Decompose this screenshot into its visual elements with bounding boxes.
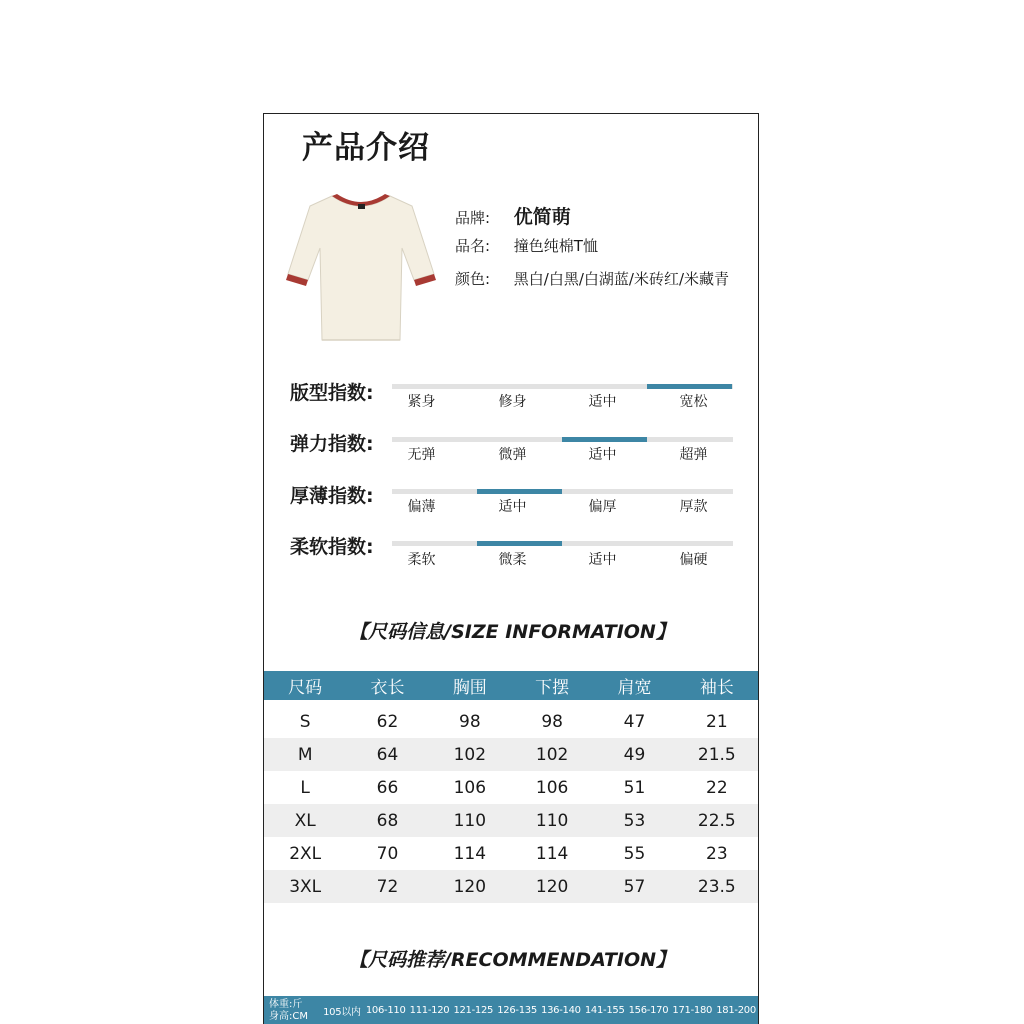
table-cell: 62: [376, 712, 399, 732]
table-cell: 21.5: [676, 738, 758, 771]
scale-segment: [477, 437, 562, 442]
table-row: [264, 837, 758, 870]
stretch-option: 超弹: [679, 447, 708, 463]
scale-segment: [647, 489, 732, 494]
table-cell: 120: [429, 870, 511, 903]
softness-index-label: 柔软指数:: [290, 536, 374, 558]
thickness-option: 偏厚: [588, 499, 617, 515]
table-cell: 68: [346, 804, 428, 837]
table-cell: 106: [535, 777, 569, 798]
table-cell: 102: [511, 738, 593, 771]
brand-label: 品牌:: [455, 209, 491, 227]
weight-label: 体重:斤: [269, 998, 303, 1010]
softness-option: 偏硬: [679, 552, 708, 568]
page-title: 产品介绍: [302, 130, 430, 166]
table-cell: S: [299, 712, 311, 732]
table-row: [264, 771, 758, 804]
table-cell: 23: [706, 843, 728, 864]
table-cell: 49: [593, 738, 675, 771]
table-cell: 51: [623, 777, 646, 798]
size-table-header-row: [264, 671, 758, 700]
table-cell: L: [300, 777, 310, 798]
height-label: 身高:CM: [269, 1010, 308, 1022]
column-header: 袖长: [676, 671, 758, 700]
fit-option: 紧身: [407, 394, 436, 410]
table-cell: 3XL: [264, 870, 346, 903]
table-cell: 110: [429, 804, 511, 837]
scale-segment: [647, 437, 732, 442]
scale-segment-active: [647, 384, 732, 389]
thickness-index-label: 厚薄指数:: [290, 485, 374, 507]
stretch-index-label: 弹力指数:: [290, 433, 374, 455]
weight-range: 121-125: [453, 1005, 494, 1016]
fit-index-scale: [392, 384, 733, 389]
thickness-option: 厚款: [679, 499, 708, 515]
table-cell: 98: [541, 712, 563, 732]
name-label: 品名:: [455, 237, 491, 255]
column-header: 尺码: [264, 671, 346, 700]
thickness-index-scale: [392, 489, 733, 494]
scale-segment: [562, 541, 647, 546]
fit-option: 宽松: [679, 394, 708, 410]
softness-option: 柔软: [407, 552, 436, 568]
table-cell: 53: [593, 804, 675, 837]
column-header: 下摆: [511, 671, 593, 700]
table-cell: 98: [459, 712, 481, 732]
color-label: 颜色:: [455, 270, 491, 288]
thickness-option: 适中: [498, 499, 527, 515]
weight-range: 156-170: [628, 1005, 669, 1016]
scale-segment: [562, 384, 647, 389]
table-cell: M: [264, 738, 346, 771]
scale-segment: [392, 541, 477, 546]
brand-value: 优简萌: [513, 206, 571, 228]
fit-option: 修身: [498, 394, 527, 410]
table-cell: XL: [264, 804, 346, 837]
stretch-option: 适中: [588, 447, 617, 463]
column-header: 胸围: [429, 671, 511, 700]
weight-range: 141-155: [584, 1005, 625, 1016]
table-cell: 2XL: [289, 843, 322, 864]
softness-option: 适中: [588, 552, 617, 568]
table-cell: 21: [706, 712, 728, 732]
scale-segment: [647, 541, 732, 546]
weight-range: 181-200: [716, 1005, 756, 1016]
table-row: [264, 738, 758, 771]
stretch-option: 微弹: [498, 447, 527, 463]
table-cell: 47: [623, 712, 646, 732]
scale-segment-active: [562, 437, 647, 442]
column-header: 衣长: [346, 671, 428, 700]
column-header: 肩宽: [593, 671, 675, 700]
weight-range: 106-110: [365, 1005, 406, 1016]
scale-segment-active: [477, 541, 562, 546]
table-cell: 70: [376, 843, 399, 864]
stretch-option: 无弹: [407, 447, 436, 463]
weight-range: 136-140: [541, 1005, 581, 1016]
fit-index-label: 版型指数:: [290, 382, 374, 404]
softness-option: 微柔: [498, 552, 527, 568]
size-info-heading: 【尺码信息/SIZE INFORMATION】: [349, 621, 675, 643]
weight-range: 105以内: [323, 1007, 361, 1018]
scale-segment: [392, 437, 477, 442]
scale-segment-active: [477, 489, 562, 494]
table-cell: 57: [593, 870, 675, 903]
table-row: [264, 870, 758, 903]
table-cell: 114: [535, 843, 569, 864]
recommendation-row-header: [264, 999, 320, 1023]
table-cell: 102: [429, 738, 511, 771]
scale-segment: [392, 489, 477, 494]
table-cell: 106: [453, 777, 487, 798]
scale-segment: [392, 384, 477, 389]
weight-range: 111-120: [409, 1005, 450, 1016]
thickness-option: 偏薄: [407, 499, 436, 515]
color-value: 黑白/白黑/白湖蓝/米砖红/米藏青: [513, 270, 729, 288]
recommendation-bar: [264, 996, 758, 1024]
softness-index-scale: [392, 541, 733, 546]
size-table: [264, 671, 758, 903]
fit-option: 适中: [588, 394, 617, 410]
table-row: [264, 804, 758, 837]
scale-segment: [477, 384, 562, 389]
recommendation-heading: 【尺码推荐/RECOMMENDATION】: [348, 949, 676, 971]
table-cell: 120: [511, 870, 593, 903]
table-cell: 64: [346, 738, 428, 771]
table-cell: 114: [453, 843, 487, 864]
product-intro-panel: [263, 113, 759, 1024]
table-cell: 72: [346, 870, 428, 903]
table-cell: 22: [706, 777, 728, 798]
scale-segment: [562, 489, 647, 494]
name-value: 撞色纯棉T恤: [513, 237, 598, 255]
stretch-index-scale: [392, 437, 733, 442]
tshirt-image: [282, 190, 442, 350]
table-cell: 55: [623, 843, 646, 864]
table-cell: 22.5: [676, 804, 758, 837]
table-row: [264, 700, 758, 738]
weight-range: 126-135: [497, 1005, 537, 1016]
table-cell: 110: [511, 804, 593, 837]
weight-range: 171-180: [672, 1005, 713, 1016]
table-cell: 23.5: [676, 870, 758, 903]
table-cell: 66: [376, 777, 399, 798]
